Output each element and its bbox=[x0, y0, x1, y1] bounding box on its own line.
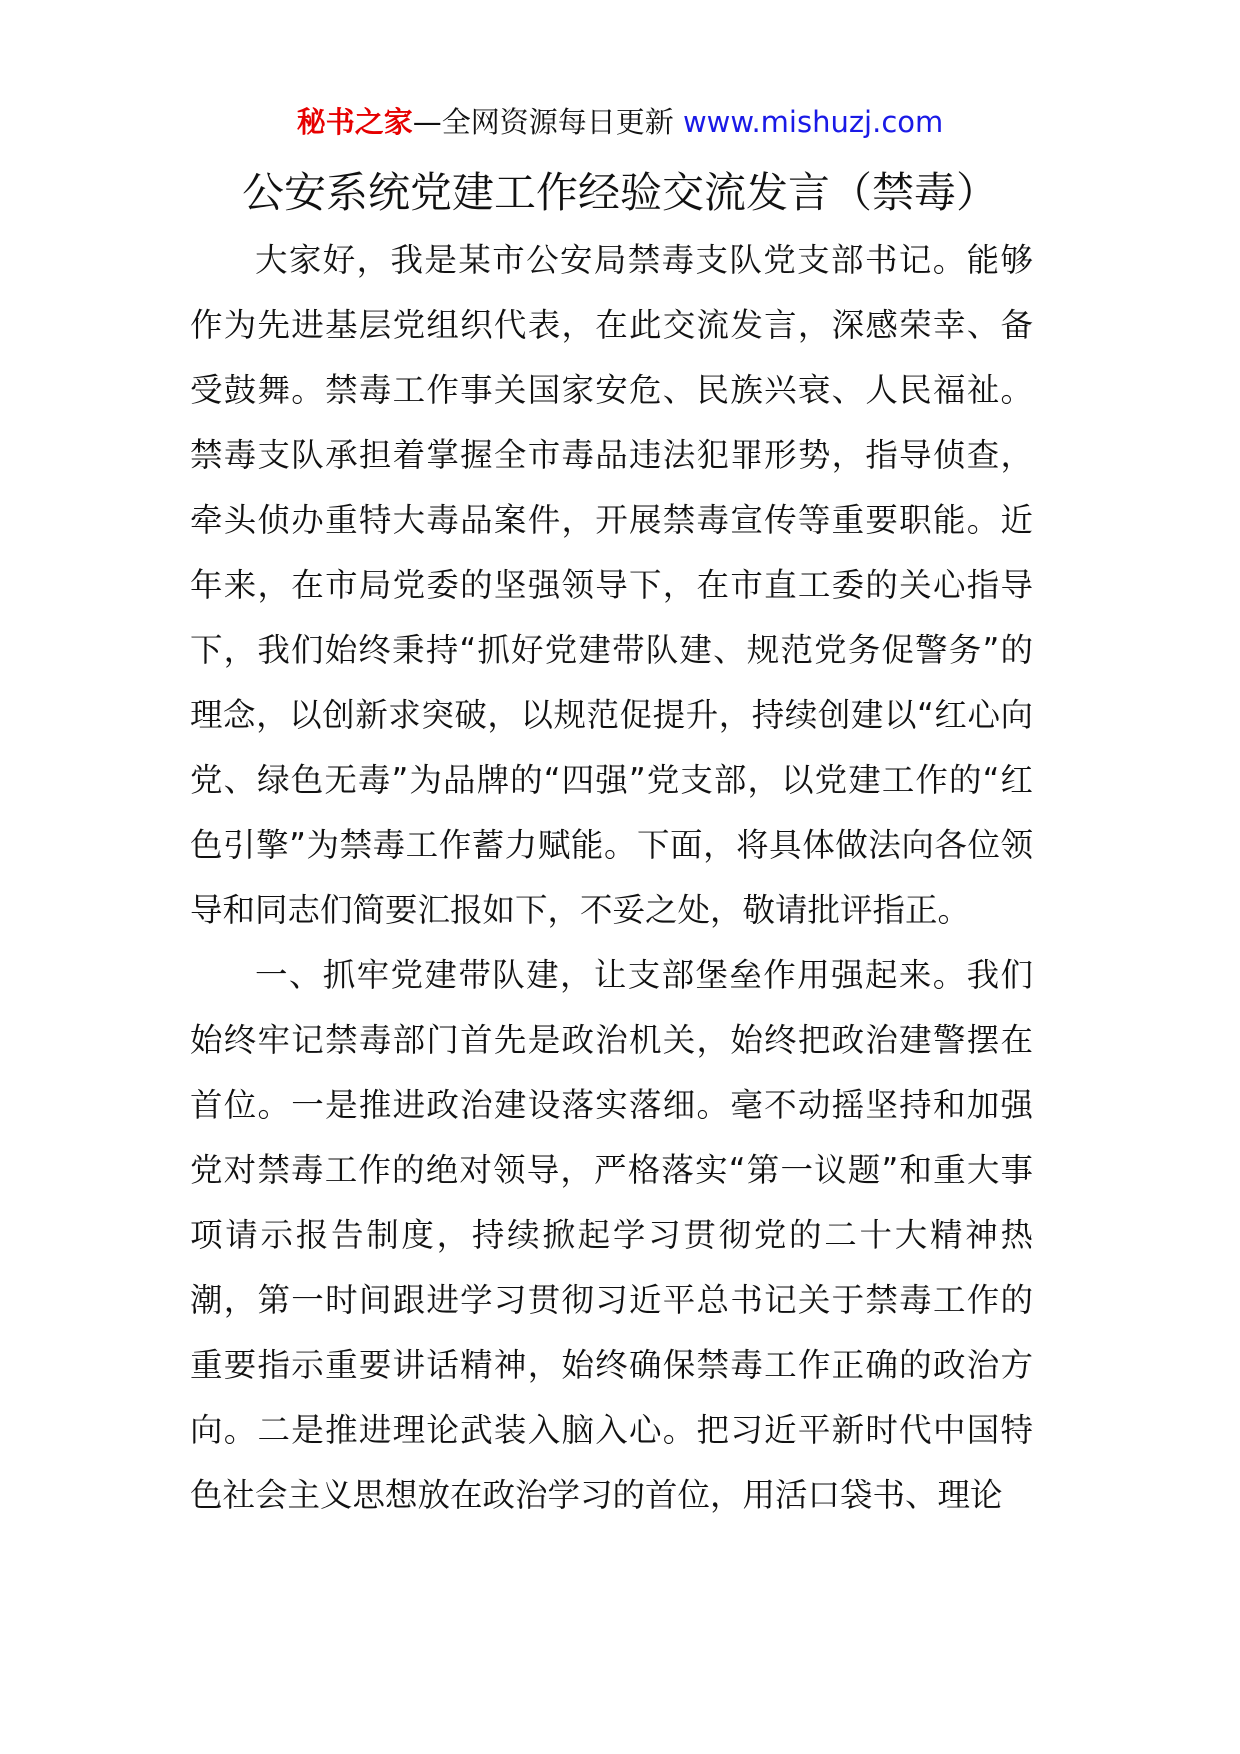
document-title: 公安系统党建工作经验交流发言（禁毒） bbox=[241, 168, 998, 217]
site-brand: 秘书之家 bbox=[296, 105, 413, 139]
paragraph-section-one: 一、抓牢党建带队建，让支部堡垒作用强起来。我们始终牢记禁毒部门首先是政治机关，始终把政治建警摆在首位。一是推进政治建设落实落细。毫不动摇坚持和加强党对禁毒工作的绝对领导，严格落实“第一议题”和重大事项请示报告制度，持续掀起学习贯彻党的二十大精神热潮，第一时间跟进学习贯彻习近平总书记关于禁毒工作的重要指示重要讲话精神，始终确保禁毒工作正确的政治方向。二是推进理论武装入脑入心。把习近平新时代中国特色社会主义思想放在政治学习的首位，用活口袋书、理论 bbox=[190, 956, 1033, 1514]
site-tagline: —全网资源每日更新 bbox=[412, 105, 683, 139]
site-header bbox=[0, 100, 1240, 144]
site-url-link[interactable]: www.mishuzj.com bbox=[682, 105, 944, 139]
document-body bbox=[190, 228, 1033, 1528]
paragraph-intro: 大家好，我是某市公安局禁毒支队党支部书记。能够作为先进基层党组织代表，在此交流发言，深感荣幸、备受鼓舞。禁毒工作事关国家安危、民族兴衰、人民福祉。禁毒支队承担着掌握全市毒品违法犯罪形势，指导侦查，牵头侦办重特大毒品案件，开展禁毒宣传等重要职能。近年来，在市局党委的坚强领导下，在市直工委的关心指导下，我们始终秉持“抓好党建带队建、规范党务促警务”的理念，以创新求突破，以规范促提升，持续创建以“红心向党、绿色无毒”为品牌的“四强”党支部，以党建工作的“红色引擎”为禁毒工作蓄力赋能。下面，将具体做法向各位领导和同志们简要汇报如下，不妥之处，敬请批评指正。 bbox=[190, 241, 1033, 929]
